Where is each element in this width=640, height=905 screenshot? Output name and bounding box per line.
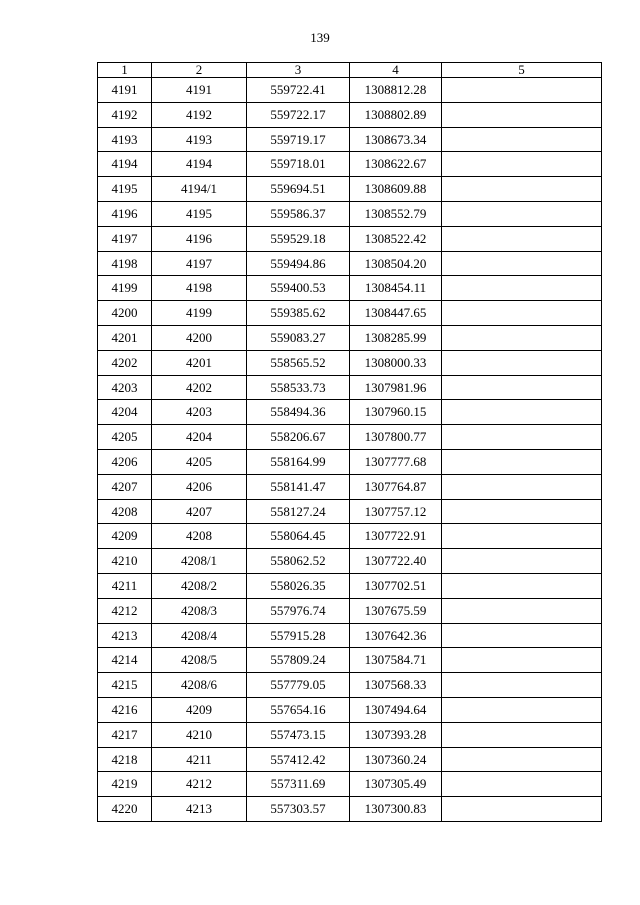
table-row <box>98 152 602 177</box>
table-row <box>98 623 602 648</box>
column-header: 1 <box>98 63 152 78</box>
table-cell: 1308812.28 <box>350 78 442 103</box>
table-cell: 559719.17 <box>247 127 350 152</box>
table-cell: 4203 <box>98 375 152 400</box>
table-cell: 1307757.12 <box>350 499 442 524</box>
table-cell: 4208 <box>152 524 247 549</box>
table-cell: 4219 <box>98 772 152 797</box>
table-cell: 4216 <box>98 697 152 722</box>
table-cell <box>442 449 602 474</box>
table-cell: 1308447.65 <box>350 301 442 326</box>
table-cell: 558494.36 <box>247 400 350 425</box>
table-cell <box>442 722 602 747</box>
table-cell: 4201 <box>98 325 152 350</box>
table-cell: 558206.67 <box>247 425 350 450</box>
table-cell: 4212 <box>98 598 152 623</box>
table-cell: 4208/1 <box>152 549 247 574</box>
table-cell: 4194 <box>98 152 152 177</box>
table-cell: 4211 <box>98 573 152 598</box>
table-cell: 559494.86 <box>247 251 350 276</box>
table-cell: 1307675.59 <box>350 598 442 623</box>
table-cell: 558064.45 <box>247 524 350 549</box>
table-row <box>98 747 602 772</box>
table-cell: 1307584.71 <box>350 648 442 673</box>
table-header-row <box>98 63 602 78</box>
table-cell <box>442 573 602 598</box>
table-row <box>98 797 602 822</box>
table-cell: 4194 <box>152 152 247 177</box>
table-cell: 1307722.40 <box>350 549 442 574</box>
column-header: 2 <box>152 63 247 78</box>
table-cell: 559385.62 <box>247 301 350 326</box>
table-cell: 4194/1 <box>152 177 247 202</box>
table-cell: 1308522.42 <box>350 226 442 251</box>
table-cell: 1307494.64 <box>350 697 442 722</box>
table-cell: 4197 <box>98 226 152 251</box>
table-cell: 4192 <box>152 102 247 127</box>
table-row <box>98 549 602 574</box>
table-cell: 4202 <box>152 375 247 400</box>
table-cell: 4208/4 <box>152 623 247 648</box>
table-cell: 1308622.67 <box>350 152 442 177</box>
coordinates-table <box>97 62 602 822</box>
table-cell: 1308454.11 <box>350 276 442 301</box>
table-row <box>98 102 602 127</box>
table-row <box>98 301 602 326</box>
table-cell: 1308673.34 <box>350 127 442 152</box>
table-cell: 557915.28 <box>247 623 350 648</box>
table-row <box>98 177 602 202</box>
table-cell: 4201 <box>152 350 247 375</box>
table-cell: 1307642.36 <box>350 623 442 648</box>
table-cell: 4207 <box>152 499 247 524</box>
table-cell: 4215 <box>98 673 152 698</box>
table-cell <box>442 697 602 722</box>
table-row <box>98 201 602 226</box>
table-row <box>98 78 602 103</box>
table-cell: 1307300.83 <box>350 797 442 822</box>
table-cell: 1308000.33 <box>350 350 442 375</box>
table-cell: 4210 <box>152 722 247 747</box>
table-cell: 4199 <box>98 276 152 301</box>
table-cell: 4206 <box>98 449 152 474</box>
table-cell <box>442 623 602 648</box>
table-cell <box>442 648 602 673</box>
table-row <box>98 524 602 549</box>
table-cell: 4202 <box>98 350 152 375</box>
table-row <box>98 673 602 698</box>
table-cell: 1307702.51 <box>350 573 442 598</box>
table-cell <box>442 201 602 226</box>
table-cell: 557311.69 <box>247 772 350 797</box>
table-cell: 1307764.87 <box>350 474 442 499</box>
table-cell: 4197 <box>152 251 247 276</box>
table-cell <box>442 127 602 152</box>
table-cell: 4193 <box>98 127 152 152</box>
table-cell <box>442 425 602 450</box>
table-row <box>98 598 602 623</box>
table-cell: 558026.35 <box>247 573 350 598</box>
table-cell <box>442 797 602 822</box>
table-row <box>98 772 602 797</box>
table-cell: 1307722.91 <box>350 524 442 549</box>
table-cell <box>442 549 602 574</box>
table-row <box>98 400 602 425</box>
table-cell: 4199 <box>152 301 247 326</box>
table-cell: 4205 <box>152 449 247 474</box>
table-cell <box>442 474 602 499</box>
table-cell: 557779.05 <box>247 673 350 698</box>
table-cell <box>442 78 602 103</box>
table-cell: 1307981.96 <box>350 375 442 400</box>
table-cell: 557654.16 <box>247 697 350 722</box>
table-cell <box>442 499 602 524</box>
table-row <box>98 722 602 747</box>
table-cell <box>442 251 602 276</box>
table-cell: 1307568.33 <box>350 673 442 698</box>
table-cell: 4209 <box>98 524 152 549</box>
table-cell: 4196 <box>98 201 152 226</box>
table-cell: 4212 <box>152 772 247 797</box>
table-cell: 4200 <box>98 301 152 326</box>
table-cell: 4206 <box>152 474 247 499</box>
table-cell <box>442 772 602 797</box>
table-cell <box>442 350 602 375</box>
table-cell: 4198 <box>98 251 152 276</box>
table-cell: 4210 <box>98 549 152 574</box>
table-cell: 4213 <box>98 623 152 648</box>
table-row <box>98 127 602 152</box>
table-cell: 4203 <box>152 400 247 425</box>
table-cell: 4214 <box>98 648 152 673</box>
table-cell <box>442 301 602 326</box>
table-cell: 4209 <box>152 697 247 722</box>
table-row <box>98 648 602 673</box>
table-cell: 559722.17 <box>247 102 350 127</box>
table-row <box>98 474 602 499</box>
table-cell: 558141.47 <box>247 474 350 499</box>
table-cell: 1307800.77 <box>350 425 442 450</box>
table-cell: 557473.15 <box>247 722 350 747</box>
table-cell: 1308802.89 <box>350 102 442 127</box>
table-row <box>98 499 602 524</box>
table-cell: 4195 <box>98 177 152 202</box>
table-cell: 4195 <box>152 201 247 226</box>
table-cell: 1308552.79 <box>350 201 442 226</box>
table-cell: 4204 <box>152 425 247 450</box>
table-row <box>98 251 602 276</box>
table-cell: 1307777.68 <box>350 449 442 474</box>
table-cell: 559718.01 <box>247 152 350 177</box>
table-row <box>98 325 602 350</box>
table-cell: 4220 <box>98 797 152 822</box>
table-cell: 4208/6 <box>152 673 247 698</box>
table-cell: 4208 <box>98 499 152 524</box>
table-cell: 4191 <box>152 78 247 103</box>
table-cell: 558062.52 <box>247 549 350 574</box>
table-cell: 4217 <box>98 722 152 747</box>
table-cell <box>442 598 602 623</box>
table-cell: 1307393.28 <box>350 722 442 747</box>
table-cell <box>442 276 602 301</box>
table-cell: 1308504.20 <box>350 251 442 276</box>
table-row <box>98 375 602 400</box>
table-cell: 4208/2 <box>152 573 247 598</box>
table-cell: 4196 <box>152 226 247 251</box>
table-cell: 1307305.49 <box>350 772 442 797</box>
table-cell: 4193 <box>152 127 247 152</box>
table-cell: 4208/3 <box>152 598 247 623</box>
table-cell: 557303.57 <box>247 797 350 822</box>
table-cell: 559586.37 <box>247 201 350 226</box>
table-cell: 558127.24 <box>247 499 350 524</box>
table-cell <box>442 673 602 698</box>
table-row <box>98 276 602 301</box>
table-row <box>98 697 602 722</box>
table-cell: 1308609.88 <box>350 177 442 202</box>
table-cell: 4191 <box>98 78 152 103</box>
table-cell: 4205 <box>98 425 152 450</box>
table-cell <box>442 375 602 400</box>
table-cell: 4208/5 <box>152 648 247 673</box>
table-cell: 559083.27 <box>247 325 350 350</box>
table-cell: 559694.51 <box>247 177 350 202</box>
table-row <box>98 425 602 450</box>
page-number: 139 <box>310 30 330 45</box>
column-header: 3 <box>247 63 350 78</box>
table-cell <box>442 325 602 350</box>
table-cell <box>442 177 602 202</box>
table-cell <box>442 747 602 772</box>
table-cell: 559722.41 <box>247 78 350 103</box>
table-row <box>98 350 602 375</box>
column-header: 4 <box>350 63 442 78</box>
table-cell: 557412.42 <box>247 747 350 772</box>
table-cell: 559400.53 <box>247 276 350 301</box>
table-cell: 4207 <box>98 474 152 499</box>
table-row <box>98 449 602 474</box>
table-row <box>98 573 602 598</box>
table-cell: 558565.52 <box>247 350 350 375</box>
table-cell: 557809.24 <box>247 648 350 673</box>
table-cell <box>442 152 602 177</box>
table-cell: 558533.73 <box>247 375 350 400</box>
table-body <box>98 78 602 822</box>
table-cell <box>442 400 602 425</box>
table-cell: 4200 <box>152 325 247 350</box>
table-cell: 4218 <box>98 747 152 772</box>
table-cell: 558164.99 <box>247 449 350 474</box>
table-cell: 4213 <box>152 797 247 822</box>
table-cell: 557976.74 <box>247 598 350 623</box>
table-cell: 4192 <box>98 102 152 127</box>
table-cell <box>442 226 602 251</box>
table-cell <box>442 102 602 127</box>
table-cell: 1308285.99 <box>350 325 442 350</box>
table-row <box>98 226 602 251</box>
column-header: 5 <box>442 63 602 78</box>
table-cell <box>442 524 602 549</box>
table-cell: 4198 <box>152 276 247 301</box>
table-cell: 4211 <box>152 747 247 772</box>
table-cell: 1307360.24 <box>350 747 442 772</box>
table-cell: 559529.18 <box>247 226 350 251</box>
table-cell: 4204 <box>98 400 152 425</box>
table-cell: 1307960.15 <box>350 400 442 425</box>
